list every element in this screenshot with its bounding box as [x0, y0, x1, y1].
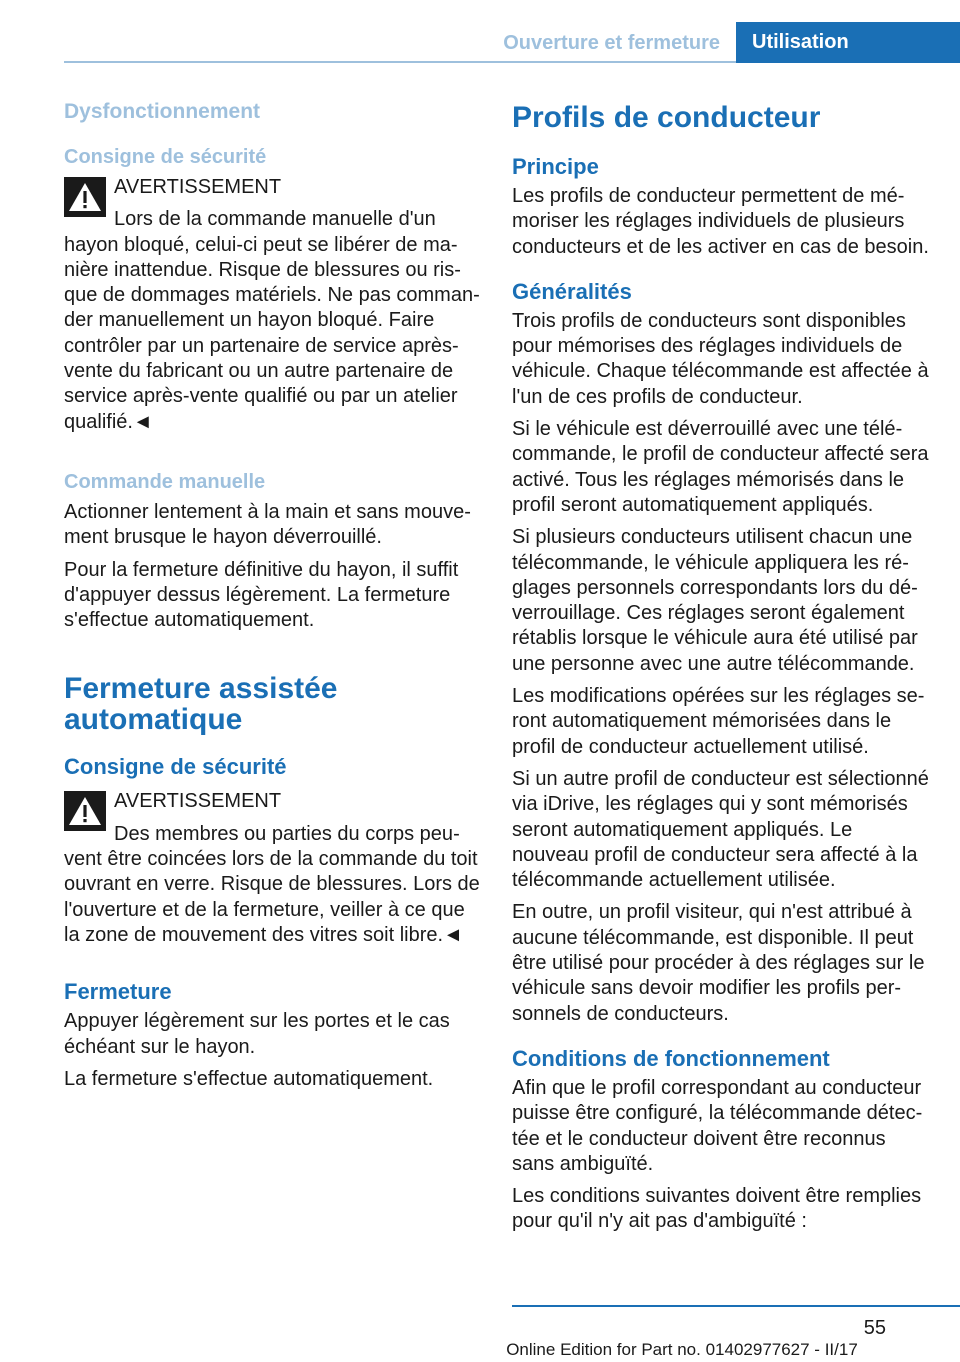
heading-dysfonctionnement: Dysfonctionnement — [64, 100, 261, 123]
paragraph: Si plusieurs conducteurs utilisent chacun une télécommande, le véhicule appliquera les réglages personnels correspondants lors du déverrouillage. Ces réglages seront également rétablis lorsque le véhicule aura été utilisé par une personne avec une autre télécommande. — [512, 526, 918, 675]
footer-rule — [512, 1305, 960, 1307]
heading-conditions: Conditions de fonctionnement — [512, 1045, 830, 1071]
footer-edition: Online Edition for Part no. 01402977627 - II/17 — [506, 1340, 858, 1359]
paragraph: Trois profils de conducteurs sont disponibles pour mémorises des réglages individuels de véhicule. Chaque télécommande est affectée à l'un de ces profils de conducteur. — [512, 309, 929, 408]
header-chapter-tab: Utilisation — [736, 22, 960, 63]
paragraph: La fermeture s'effectue automatiquement. — [64, 1067, 434, 1090]
right-column — [512, 98, 932, 1242]
paragraph: Actionner lentement à la main et sans mouvement brusque le hayon déverrouillé. — [64, 500, 471, 549]
paragraph: Si un autre profil de conducteur est sélectionné via iDrive, les réglages qui y sont mémorisés seront automatiquement appliqués. Le nouveau profil de conducteur sera affecté à la télécommande actuellement utilisée. — [512, 767, 929, 892]
paragraph: Appuyer légèrement sur les portes et le cas échéant sur le hayon. — [64, 1010, 450, 1058]
warning-text: Lors de la commande manuelle d'un hayon bloqué, celui-ci peut se libérer de manière inattendue. Risque de blessures ou risque de dommages matériels. Ne pas commander manuellement un hayon bloqué. Faire contrôler par un partenaire de service après-vente du fabricant ou un autre partenaire de service après-vente qualifié ou par un atelier qualifié.◄ — [64, 208, 480, 433]
warning-title: AVERTISSEMENT — [114, 790, 282, 813]
paragraph: Les modifications opérées sur les réglages seront automatiquement mémorisées dans le profil de conducteur actuellement utilisé. — [512, 685, 925, 758]
heading-consigne-securite: Consigne de sécurité — [64, 146, 267, 168]
heading-fermeture-assistee: Fermeture assistée automatique — [64, 672, 338, 737]
paragraph: Les profils de conducteur permettent de mémoriser les réglages individuels de plusieurs conducteurs et de les activer en cas de besoin. — [512, 185, 929, 258]
warning-block — [64, 789, 480, 948]
heading-consigne-securite-2: Consigne de sécurité — [64, 754, 287, 780]
paragraph: Afin que le profil correspondant au conducteur puisse être configuré, la télécommande détectée et le conducteur doivent être reconnus sans ambiguïté. — [512, 1076, 923, 1175]
heading-generalites: Généralités — [512, 278, 632, 304]
warning-icon — [64, 791, 106, 831]
paragraph: Si le véhicule est déverrouillé avec une télécommande, le profil de conducteur affecté sera activé. Tous les réglages mémorisés dans le profil seront automatiquement appliqués. — [512, 418, 929, 516]
heading-fermeture: Fermeture — [64, 979, 172, 1005]
paragraph: Les conditions suivantes doivent être remplies pour qu'il n'y ait pas d'ambiguïté : — [512, 1185, 922, 1233]
paragraph: Pour la fermeture définitive du hayon, il suffit d'appuyer dessus légèrement. La fermeture s'effectue automatiquement. — [64, 558, 459, 632]
paragraph: En outre, un profil visiteur, qui n'est attribué à aucune télécommande, est disponible. Il peut être utilisé pour procéder à des réglages sur le véhicule sans devoir modifier les profils personnels de conducteurs. — [512, 901, 925, 1025]
heading-profils-conducteur: Profils de conducteur — [512, 101, 821, 134]
warning-title: AVERTISSEMENT — [114, 176, 282, 198]
left-column — [64, 98, 480, 1099]
heading-principe: Principe — [512, 154, 599, 179]
warning-block — [64, 175, 480, 435]
header-section-title: Ouverture et fermeture — [503, 32, 720, 54]
heading-commande-manuelle: Commande manuelle — [64, 470, 266, 493]
warning-icon — [64, 177, 106, 217]
warning-text: Des membres ou parties du corps peuvent être coincées lors de la commande du toit ouvrant en verre. Risque de blessures. Lors de l'ouverture et de la fermeture, veiller à ce que la zone de mouvement des vitres soit libre.◄ — [64, 822, 480, 946]
page-number: 55 — [863, 1317, 886, 1339]
